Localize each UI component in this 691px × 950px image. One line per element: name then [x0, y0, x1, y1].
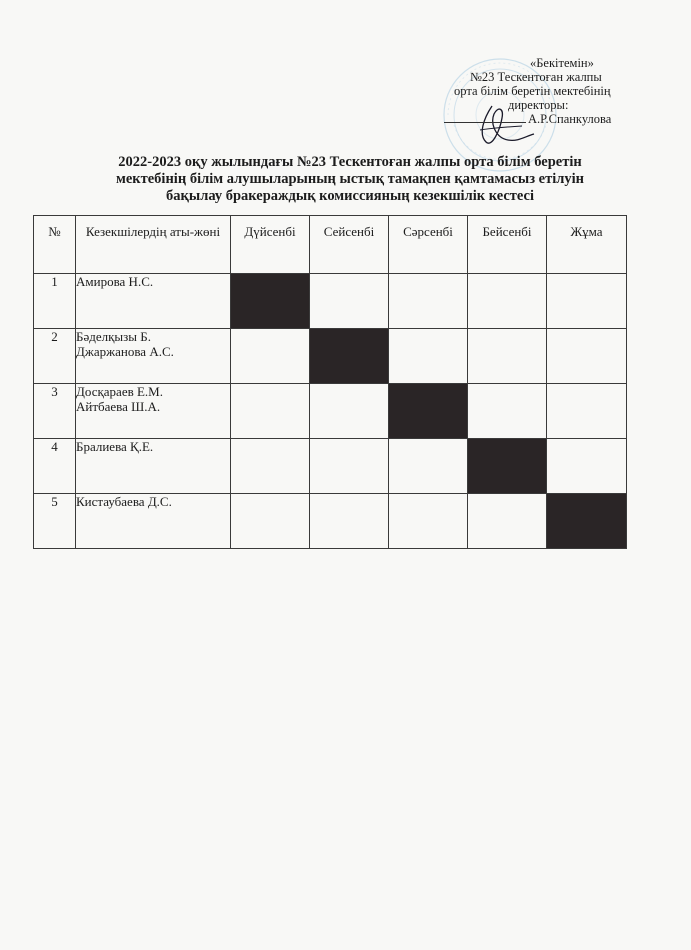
table-row — [34, 274, 627, 329]
duty-officer-name: Кистаубаева Д.С. — [76, 494, 172, 509]
signature-line — [444, 122, 526, 123]
row-number: 3 — [34, 384, 76, 439]
title-line-3: бақылау бракераждық комиссияның кезекшілік кестесі — [166, 188, 534, 204]
title-line-2: мектебінің білім алушыларының ыстық тамақпен қамтамасыз етілуін — [115, 171, 585, 187]
day-cell — [231, 494, 310, 549]
title-line-1: 2022-2023 оқу жылындағы №23 Тескентоған жалпы орта білім беретін — [118, 154, 582, 170]
approval-block — [440, 56, 640, 126]
header-friday: Жұма — [547, 216, 627, 274]
table-row — [34, 439, 627, 494]
duty-officer-names — [76, 274, 231, 329]
director-name: А.Р.Спанкулова — [528, 112, 612, 126]
day-cell — [547, 439, 627, 494]
header-monday: Дүйсенбі — [231, 216, 310, 274]
day-cell — [389, 439, 468, 494]
day-cell — [231, 439, 310, 494]
duty-day-cell — [231, 274, 310, 329]
header-thursday: Бейсенбі — [468, 216, 547, 274]
table-row — [34, 384, 627, 439]
table-header-row — [34, 216, 627, 274]
duty-day-cell — [310, 329, 389, 384]
duty-officer-name: Амирова Н.С. — [76, 274, 154, 289]
duty-officer-name: Бралиева Қ.Е. — [76, 439, 154, 454]
duty-officer-name: Джаржанова А.С. — [76, 344, 174, 359]
duty-officer-names — [76, 329, 231, 384]
header-wednesday: Сәрсенбі — [389, 216, 468, 274]
day-cell — [231, 384, 310, 439]
duty-officer-name: Досқараев Е.М. — [76, 384, 163, 399]
day-cell — [389, 494, 468, 549]
approval-school: №23 Тескентоған жалпы — [470, 70, 602, 84]
day-cell — [468, 274, 547, 329]
day-cell — [547, 329, 627, 384]
header-tuesday: Сейсенбі — [310, 216, 389, 274]
day-cell — [389, 329, 468, 384]
duty-day-cell — [389, 384, 468, 439]
duty-officer-name: Айтбаева Ш.А. — [76, 399, 161, 414]
header-number: № — [34, 216, 76, 274]
approval-position: директоры: — [508, 98, 569, 112]
approval-school-type: орта білім беретін мектебінің — [454, 84, 611, 98]
duty-officer-names — [76, 439, 231, 494]
row-number: 2 — [34, 329, 76, 384]
table-row — [34, 329, 627, 384]
approval-signatory — [440, 112, 640, 126]
header-name: Кезекшілердің аты-жөні — [76, 216, 231, 274]
day-cell — [310, 494, 389, 549]
day-cell — [468, 329, 547, 384]
day-cell — [389, 274, 468, 329]
duty-schedule-table — [33, 215, 627, 549]
day-cell — [310, 274, 389, 329]
row-number: 1 — [34, 274, 76, 329]
duty-day-cell — [547, 494, 627, 549]
day-cell — [310, 384, 389, 439]
duty-day-cell — [468, 439, 547, 494]
day-cell — [547, 274, 627, 329]
approval-approved: «Бекітемін» — [530, 56, 594, 70]
document-title — [60, 154, 640, 205]
duty-officer-name: Бәделқызы Б. — [76, 329, 151, 344]
duty-officer-names — [76, 384, 231, 439]
day-cell — [310, 439, 389, 494]
duty-officer-names — [76, 494, 231, 549]
table-row — [34, 494, 627, 549]
row-number: 5 — [34, 494, 76, 549]
row-number: 4 — [34, 439, 76, 494]
day-cell — [547, 384, 627, 439]
day-cell — [468, 384, 547, 439]
day-cell — [231, 329, 310, 384]
day-cell — [468, 494, 547, 549]
